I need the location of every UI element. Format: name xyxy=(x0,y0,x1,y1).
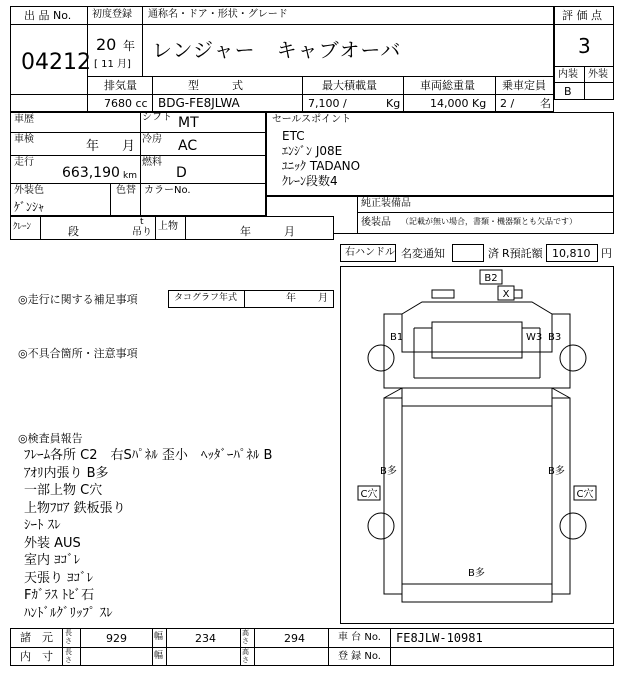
notice-box xyxy=(452,244,484,262)
displacement-label: 排気量 xyxy=(104,79,137,92)
gross-weight-label: 車両総重量 xyxy=(420,79,475,92)
recycle-amount: 10,810 xyxy=(552,247,591,260)
history-label: 車歴 xyxy=(14,114,34,125)
shaken-month: 月 xyxy=(122,139,136,154)
tachograph-label: タコグラフ年式 xyxy=(174,293,238,303)
capacity: 2 / xyxy=(500,97,515,110)
fuel: D xyxy=(176,165,187,181)
mark-b3: B3 xyxy=(548,332,562,343)
exterior-grade-label: 外装 xyxy=(588,69,608,80)
first-reg-year-unit: 年 xyxy=(123,39,136,53)
length-label: 長さ xyxy=(65,629,72,645)
inspector-report-title: ◎検査員報告 xyxy=(18,432,83,445)
inspector-report-line: ﾌﾚｰﾑ各所 C2 右Sﾊﾟﾈﾙ 歪小 ﾍｯﾀﾞｰﾊﾟﾈﾙ B xyxy=(24,448,273,463)
defects-title: ◎不具合箇所・注意事項 xyxy=(18,347,138,360)
ext-color-label: 外装色 xyxy=(14,185,44,196)
mark-x: X xyxy=(502,289,510,300)
interior-width-label: 幅 xyxy=(154,651,164,661)
width-label: 幅 xyxy=(154,632,164,642)
genuine-equipment-label: 純正装備品 xyxy=(361,198,411,209)
mark-b-many-bottom: B多 xyxy=(468,568,485,579)
interior-height-label: 高さ xyxy=(242,648,249,664)
crane-stage: 段 xyxy=(68,225,79,238)
inspector-report-line: 外装 AUS xyxy=(24,535,81,551)
mileage-label: 走行 xyxy=(14,157,34,168)
sales-point-item: ETC xyxy=(282,129,305,143)
inspector-report-line: 上物ﾌﾛｱ 鉄板張り xyxy=(24,500,126,516)
capacity-label: 乗車定員 xyxy=(502,79,546,92)
max-load-unit: Kg xyxy=(386,97,401,110)
driving-notes-title: ◎走行に関する補足事項 xyxy=(18,293,138,306)
recycle-mark: 済 xyxy=(488,247,499,260)
truck-damage-diagram xyxy=(340,266,614,624)
sales-point-item: ｴﾝｼﾞﾝ J08E xyxy=(282,144,343,158)
handle-type: 右ハンドル xyxy=(345,247,395,258)
crane-ton-unit: t xyxy=(140,217,144,227)
lot-no-label: 出 品 No. xyxy=(24,9,72,22)
shift-label: シフト xyxy=(142,112,172,123)
mark-b-many-right: B多 xyxy=(548,466,565,477)
color-change-label: 色替 xyxy=(116,185,136,196)
capacity-unit: 名 xyxy=(540,97,551,110)
aftermarket-label: 後装品 xyxy=(361,217,391,228)
mileage: 663,190 xyxy=(62,165,120,181)
lot-no: 04212 xyxy=(21,50,91,75)
ac: AC xyxy=(178,138,198,154)
upper-body-label: 上物 xyxy=(158,221,178,232)
shaken-label: 車検 xyxy=(14,134,34,145)
inspector-report-line: ﾊﾝﾄﾞﾙｸﾞﾘｯﾌﾟ ｽﾚ xyxy=(24,605,113,621)
width-value: 234 xyxy=(195,632,216,645)
grade-score: 3 xyxy=(578,34,591,58)
details-frame xyxy=(10,112,266,216)
mark-b-many-left: B多 xyxy=(380,466,397,477)
car-name: レンジャー キャブオーバ xyxy=(152,38,402,62)
interior-dims-label: 内 寸 xyxy=(20,650,53,663)
mileage-unit: km xyxy=(123,171,137,181)
yen-unit: 円 xyxy=(601,247,612,260)
mark-w3: W3 xyxy=(526,332,543,343)
inspector-report-line: 一部上物 C穴 xyxy=(24,483,103,498)
tachograph-month: 月 xyxy=(318,293,328,304)
crane-ton: 吊り xyxy=(132,227,152,238)
sales-points-label: セールスポイント xyxy=(272,114,352,125)
max-load: 7,100 / xyxy=(308,97,347,110)
notice-label: 名変通知 xyxy=(401,247,445,260)
specs-label: 諸 元 xyxy=(20,631,53,644)
recycle-label: R預託額 xyxy=(502,247,543,260)
fuel-label: 燃料 xyxy=(142,157,162,168)
ext-color: ｹﾞﾝｼｬ xyxy=(14,200,45,214)
interior-grade: B xyxy=(564,85,572,98)
inspector-report-line: 天張り ﾖｺﾞﾚ xyxy=(24,570,94,586)
aftermarket-note: （記載が無い場合，書類・機器類とも欠品です） xyxy=(401,217,577,226)
inspector-report-line: 室内 ﾖｺﾞﾚ xyxy=(24,553,81,568)
mark-c-hole-left: C穴 xyxy=(360,489,378,500)
inspector-report-line: ｱｵﾘ内張り B多 xyxy=(24,465,109,481)
max-load-label: 最大積載量 xyxy=(322,79,377,92)
interior-grade-label: 内装 xyxy=(558,69,578,80)
inspector-report-line: ｼｰﾄ ｽﾚ xyxy=(24,518,61,533)
crane-label: ｸﾚｰﾝ xyxy=(13,222,32,232)
first-reg-month: [ 11 月] xyxy=(94,59,131,70)
sales-point-item: ｸﾚｰﾝ段数4 xyxy=(282,174,338,188)
model: BDG-FE8JLWA xyxy=(158,96,240,110)
inspector-report-line: Fｶﾞﾗｽ ﾄﾋﾞ石 xyxy=(24,588,95,603)
chassis-label: 車 台 No. xyxy=(338,632,381,643)
shaken-year: 年 xyxy=(86,139,100,154)
tachograph-year: 年 xyxy=(286,293,296,304)
registration-label: 登 録 No. xyxy=(338,651,381,662)
height-label: 高さ xyxy=(242,629,249,645)
upper-body-year: 年 xyxy=(240,225,251,238)
ac-label: 冷房 xyxy=(142,134,162,145)
height-value: 294 xyxy=(284,632,305,645)
color-no-label: カラーNo. xyxy=(144,185,191,196)
gross-weight: 14,000 Kg xyxy=(430,97,487,110)
interior-length-label: 長さ xyxy=(65,648,72,664)
first-reg-year: 20 xyxy=(96,35,117,54)
car-name-label: 通称名・ドア・形状・グレード xyxy=(148,9,288,20)
upper-body-month: 月 xyxy=(284,225,295,238)
shift: MT xyxy=(178,115,199,131)
sales-point-item: ﾕﾆｯｸ TADANO xyxy=(282,159,361,173)
mark-b2: B2 xyxy=(484,273,498,284)
grade-label: 評 価 点 xyxy=(562,9,602,22)
mark-b1: B1 xyxy=(390,332,404,343)
first-reg-label: 初度登録 xyxy=(92,9,132,20)
chassis-no: FE8JLW-10981 xyxy=(396,631,483,645)
length-value: 929 xyxy=(106,632,127,645)
mark-c-hole-right: C穴 xyxy=(576,489,594,500)
model-label: 型 式 xyxy=(188,79,243,92)
displacement: 7680 cc xyxy=(104,97,148,110)
